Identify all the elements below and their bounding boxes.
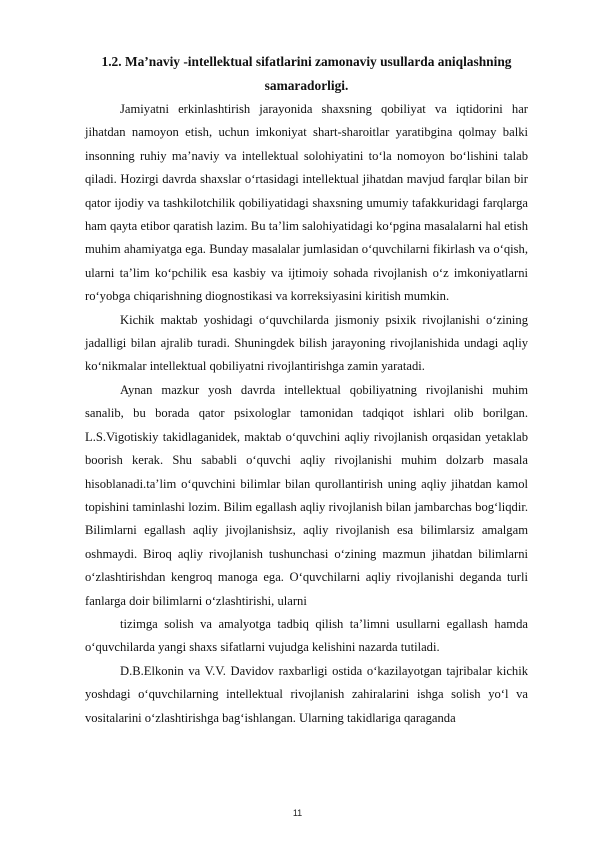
page-number: 11: [292, 808, 303, 818]
paragraph-2: Kichik maktab yoshidagi o‘quvchilarda jismoniy psixik rivojlanishi o‘zining jadalligi bilan ajralib turadi. Shuningdek bilish jarayoning rivojlanishida undagi aqliy ko‘nikmalar intellektual qobiliyatni rivojlantirishga zamin yaratadi.: [85, 312, 528, 374]
section-heading-line-1: 1.2. Ma’naviy -intellektual sifatlarini zamonaviy usullarda aniqlashning: [101, 54, 512, 69]
paragraph-1: Jamiyatni erkinlashtirish jarayonida shaxsning qobiliyat va iqtidorini har jihatdan namoyon etish, uchun imkoniyat shart-sharoitlar yaratibgina qolmay balki insonning ruhiy ma’naviy va intellektual solohiyatini to‘la nomoyon bo‘lishini talab qiladi. Hozirgi davrda shaxslar o‘rtasidagi intellektual jihatdan mavjud farqlar bilan bir qator ijodiy va tashkilotchilik qobiliyatidagi shaxsning umumiy tafakkuridagi farqlarga ham qayta etibor qaratish lazim. Bu ta’lim salohiyatidagi ko‘pgina masalalarni hal etish muhim ahamiyatga ega. Bunday masalalar jumlasidan o‘quvchilarni fikirlash va o‘qish, ularni ta’lim ko‘pchilik esa kasbiy va ijtimoiy sohada rivojlanish o‘z imkoniyatlarni ro‘yobga chiqarishning diognostikasi va korreksiyasini kiritish mumkin.: [85, 102, 528, 304]
paragraph-5: D.B.Elkonin va V.V. Davidov raxbarligi ostida o‘kazilayotgan tajribalar kichik yoshdagi o‘quvchilarning intellektual rivojlanish zahiralarini ishga solish yo‘l va vositalarini o‘zlashtirishga bag‘ishlangan. Ularning takidlariga qaraganda: [85, 663, 528, 725]
section-heading: [85, 50, 528, 98]
paragraph-4: tizimga solish va amalyotga tadbiq qilish ta’limni usullarni egallash hamda o‘quvchilarda yangi shaxs sifatlarni vujudga kelishini nazarda tutiladi.: [85, 616, 528, 655]
paragraph-3: Aynan mazkur yosh davrda intellektual qobiliyatning rivojlanishi muhim sanalib, bu borada qator psixologlar tamonidan tadqiqot ishlari olib borilgan. L.S.Vigotiskiy takidlaganidek, maktab o‘quvchini aqliy rivojlanish orqasidan yetaklab boorish kerak. Shu sababli o‘quvchi aqliy rivojlanishi muhim dolzarb masala hisoblanadi.ta’lim o‘quvchini bilimlar bilan qurollantirish uning aqliy jihatdan kamol topishini taminlashi lozim. Bilim egallash aqliy rivojlanish bilan jambarchas bog‘liqdir. Bilimlarni egallash aqliy jivojlanishsiz, aqliy rivojlanish esa bilimlarsiz amalgam oshmaydi. Biroq aqliy rivojlanish tushunchasi o‘zining mazmun jihatdan bilimlarni o‘zlashtirishdan kengroq manoga ega. O‘quvchilarni aqliy rivojlanishi deganda turli fanlarga doir bilimlarni o‘zlashtirishi, ularni: [85, 382, 528, 608]
document-page: [85, 50, 528, 730]
section-heading-line-2: samaradorligi.: [264, 78, 349, 93]
